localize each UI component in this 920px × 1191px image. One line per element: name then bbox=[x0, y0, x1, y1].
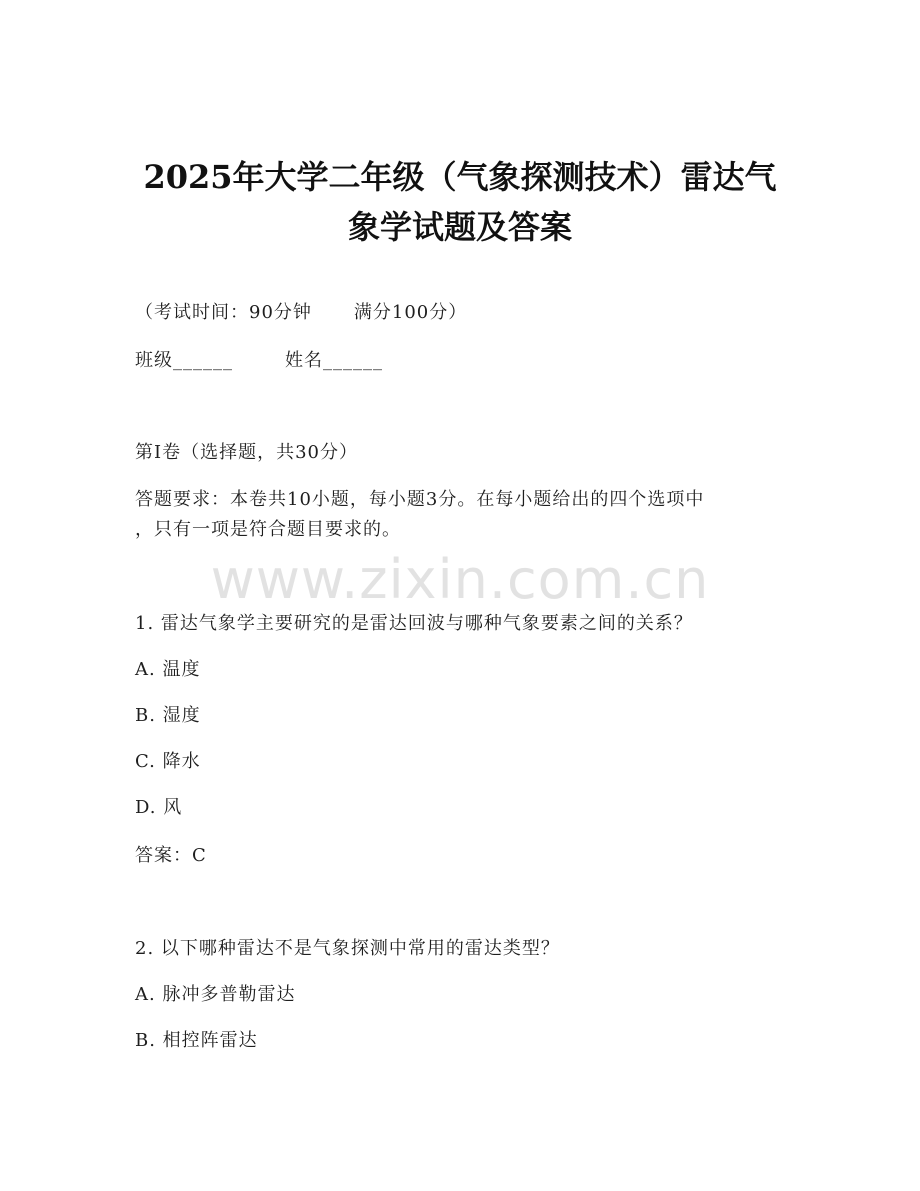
section-requirement-line-2: ，只有一项是符合题目要求的。 bbox=[135, 519, 401, 540]
document-title bbox=[80, 152, 840, 252]
exam-full-score: 满分100分） bbox=[353, 302, 468, 323]
question-1-option-a: A. 温度 bbox=[135, 659, 201, 680]
exam-info bbox=[135, 299, 467, 327]
exam-time: （考试时间：90分钟 bbox=[135, 302, 312, 323]
question-1-option-d: D. 风 bbox=[135, 797, 183, 818]
question-1-option-c: C. 降水 bbox=[135, 751, 201, 772]
name-field: 姓名______ bbox=[285, 350, 383, 371]
question-1-option-b: B. 湿度 bbox=[135, 705, 201, 726]
question-1-answer: 答案：C bbox=[135, 845, 207, 866]
section-heading: 第I卷（选择题，共30分） bbox=[135, 442, 359, 463]
question-2-option-a: A. 脉冲多普勒雷达 bbox=[135, 984, 296, 1005]
class-field: 班级______ bbox=[135, 350, 233, 371]
section-requirement-line-1: 答题要求：本卷共10小题，每小题3分。在每小题给出的四个选项中 bbox=[135, 489, 705, 510]
question-2-stem: 2. 以下哪种雷达不是气象探测中常用的雷达类型？ bbox=[135, 938, 560, 959]
student-fields bbox=[135, 347, 383, 375]
title-line-1: 2025年大学二年级（气象探测技术）雷达气 bbox=[143, 158, 777, 196]
watermark: www.zixin.com.cn bbox=[210, 548, 710, 611]
question-2-option-b: B. 相控阵雷达 bbox=[135, 1030, 258, 1051]
question-1-stem: 1. 雷达气象学主要研究的是雷达回波与哪种气象要素之间的关系？ bbox=[135, 613, 693, 634]
title-line-2: 象学试题及答案 bbox=[347, 208, 572, 246]
